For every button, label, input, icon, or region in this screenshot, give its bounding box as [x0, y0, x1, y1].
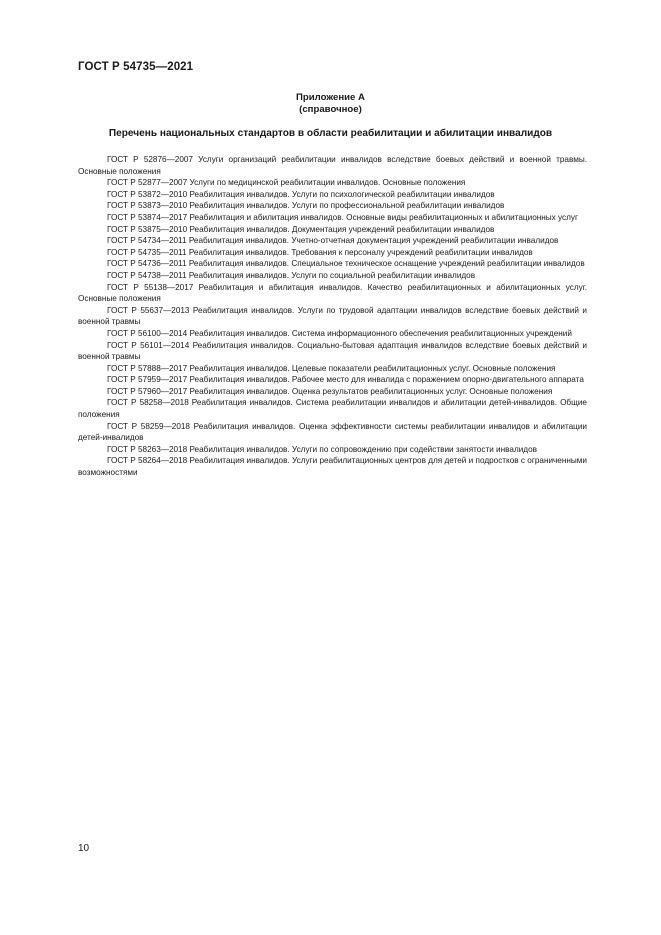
- list-item: ГОСТ Р 56101—2014 Реабилитация инвалидов. Социально-бытовая адаптация инвалидов вследствие боевых действий и военной травмы: [78, 340, 587, 362]
- list-item: ГОСТ Р 58258—2018 Реабилитация инвалидов. Система реабилитации инвалидов и абилитации детей-инвалидов. Общие положения: [78, 398, 587, 420]
- appendix-note: (справочное): [299, 104, 362, 115]
- list-item: ГОСТ Р 54736—2011 Реабилитация инвалидов. Специальное техническое оснащение учреждений реабилитации инвалидов: [107, 259, 585, 269]
- list-item: ГОСТ Р 54734—2011 Реабилитация инвалидов. Учетно-отчетная документация учреждений реабилитации инвалидов: [107, 236, 559, 246]
- standards-list: [78, 154, 587, 479]
- list-item: ГОСТ Р 53875—2010 Реабилитация инвалидов. Документация учреждений реабилитации инвалидов: [107, 224, 495, 234]
- list-item: ГОСТ Р 58259—2018 Реабилитация инвалидов. Оценка эффективности системы реабилитации инвалидов и абилитации детей-инвалидов: [78, 421, 587, 443]
- list-item: ГОСТ Р 53873—2010 Реабилитация инвалидов. Услуги по профессиональной реабилитации инвалидов: [107, 201, 505, 211]
- list-item: ГОСТ Р 55138—2017 Реабилитация и абилитация инвалидов. Качество реабилитационных и абилитационных услуг. Основные положения: [78, 282, 587, 304]
- list-title: Перечень национальных стандартов в области реабилитации и абилитации инвалидов: [108, 128, 553, 139]
- list-item: ГОСТ Р 57960—2017 Реабилитация инвалидов. Оценка результатов реабилитационных услуг. Основные положения: [107, 386, 553, 396]
- list-item: ГОСТ Р 57888—2017 Реабилитация инвалидов. Целевые показатели реабилитационных услуг. Основные положения: [107, 363, 556, 373]
- list-item: ГОСТ Р 56100—2014 Реабилитация инвалидов. Система информационного обеспечения реабилитационных учреждений: [107, 328, 572, 338]
- list-item: ГОСТ Р 53872—2010 Реабилитация инвалидов. Услуги по психологической реабилитации инвалидов: [107, 189, 495, 199]
- list-item: ГОСТ Р 52877—2007 Услуги по медицинской реабилитации инвалидов. Основные положения: [107, 178, 466, 188]
- appendix-heading: [0, 92, 661, 116]
- list-item: ГОСТ Р 54738—2011 Реабилитация инвалидов. Услуги по социальной реабилитации инвалидов: [107, 270, 476, 280]
- list-item: ГОСТ Р 58264—2018 Реабилитация инвалидов. Услуги реабилитационных центров для детей и подростков с ограниченными возможностями: [78, 456, 587, 478]
- document-code: ГОСТ Р 54735—2021: [78, 61, 194, 73]
- list-item: ГОСТ Р 52876—2007 Услуги организаций реабилитации инвалидов вследствие боевых действий и военной травмы. Основные положения: [78, 155, 587, 176]
- list-item: ГОСТ Р 53874—2017 Реабилитация и абилитация инвалидов. Основные виды реабилитационных и абилитационных услуг: [107, 212, 578, 222]
- list-item: ГОСТ Р 55637—2013 Реабилитация инвалидов. Услуги по трудовой адаптации инвалидов вследствие боевых действий и военной травмы: [78, 305, 587, 327]
- appendix-title: Приложение А: [296, 92, 365, 103]
- list-item: ГОСТ Р 57959—2017 Реабилитация инвалидов. Рабочее место для инвалида с поражением опорно-двигательного аппарата: [107, 375, 584, 385]
- list-item: ГОСТ Р 54735—2011 Реабилитация инвалидов. Требования к персоналу учреждений реабилитации инвалидов: [107, 247, 533, 257]
- list-item: ГОСТ Р 58263—2018 Реабилитация инвалидов. Услуги по сопровождению при содействии занятости инвалидов: [107, 444, 537, 454]
- page-number: 10: [78, 843, 90, 854]
